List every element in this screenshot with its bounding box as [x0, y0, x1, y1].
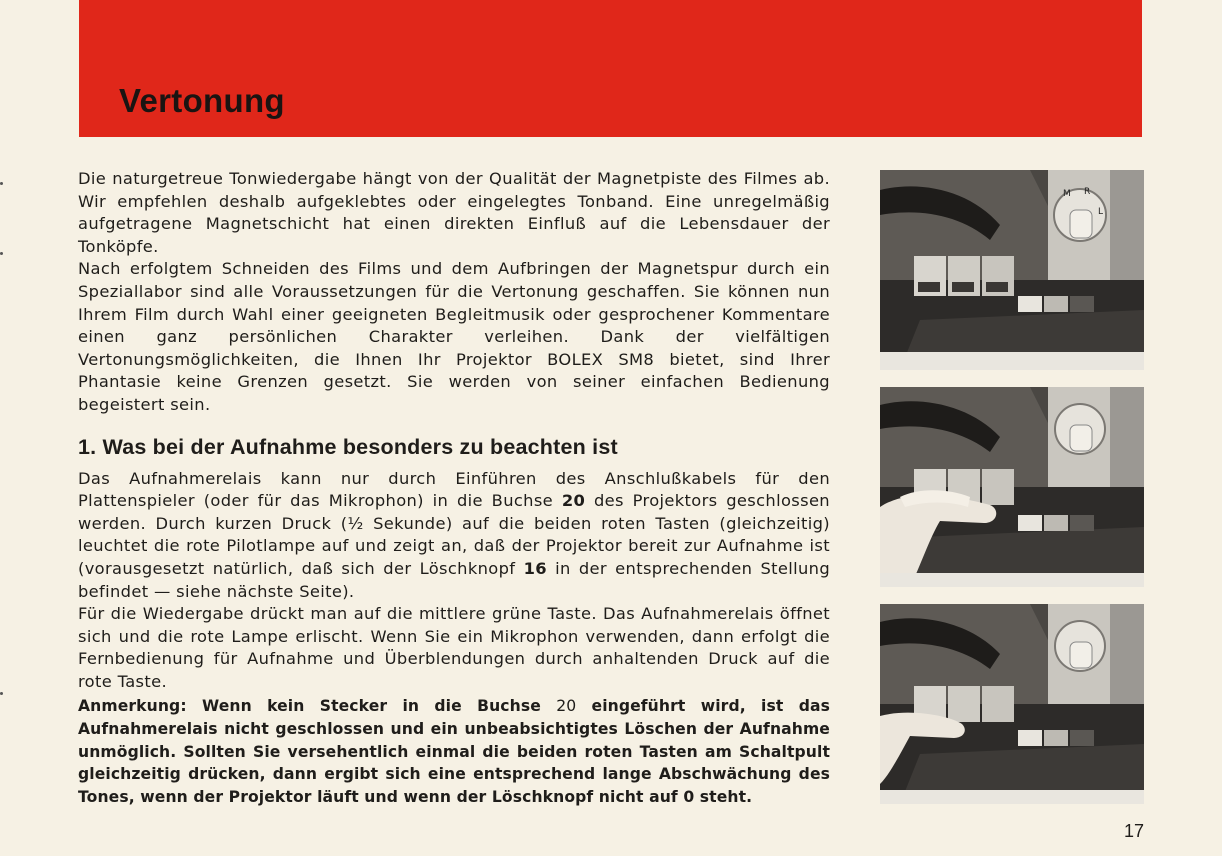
note-label: Anmerkung: Wenn kein Stecker in die Buchse [78, 697, 557, 716]
intro-paragraph-2: Nach erfolgtem Schneiden des Films und dem Aufbringen der Magnetspur durch ein Speziallabor sind alle Voraussetzungen für die Vertonung geschaffen. Sie können nun Ihrem Film durch Wahl einer geeigneten Begleitmusik oder gesprochener Kommentare einen ganz persönlichen Charakter verleihen. Dank der vielfältigen Vertonungsmöglichkeiten, die Ihnen Ihr Projektor BOLEX SM8 bietet, sind Ihrer Phantasie keine Grenzen gesetzt. Sie werden von seiner einfachen Bedienung begeistert sein. [78, 259, 830, 414]
erase-knob-number: 16 [523, 558, 547, 578]
dial-label-l: L [1098, 207, 1104, 217]
page-number: 17 [1124, 821, 1145, 841]
section-heading: 1. Was bei der Aufnahme besonders zu beachten ist [78, 434, 618, 459]
section-paragraph-2: Für die Wiedergabe drückt man auf die mittlere grüne Taste. Das Aufnahmerelais öffnet sich und die rote Lampe erlischt. Wenn Sie ein Mikrophon verwenden, dann erfolgt die Fernbedienung für Aufnahme und Überblendungen durch anhaltenden Druck auf die rote Taste. [78, 604, 830, 691]
body-text [78, 168, 830, 808]
note-text: eingeführt wird, ist das Aufnahmerelais nicht geschlossen und ein unbeabsichtigtes Löschen der Aufnahme unmöglich. Sollten Sie versehentlich einmal die beiden roten Tasten am Schaltpult gleichzeitig drücken, dann ergibt sich eine entsprechend lange Abschwächung des Tones, wenn der Projektor läuft und wenn der Löschknopf nicht auf 0 steht. [78, 697, 830, 806]
chapter-banner [79, 0, 1142, 137]
socket-number: 20 [561, 491, 586, 511]
projector-controls-photo-2 [880, 387, 1144, 587]
projector-controls-photo-3 [880, 604, 1144, 804]
section-paragraph-1-b: des Projektors geschlossen werden. Durch kurzen Druck (½ Sekunde) auf die beiden roten Tasten (gleichzeitig) leuchtet die rote Pilotlampe auf und zeigt an, daß der Projektor bereit zur Aufnahme ist (vorausgesetzt natürlich, daß sich der Löschknopf [78, 491, 830, 578]
margin-mark [0, 692, 3, 695]
note-socket-number: 20 [556, 697, 577, 716]
intro-paragraph-1: Die naturgetreue Tonwiedergabe hängt von der Qualität der Magnetpiste des Filmes ab. Wir empfehlen deshalb aufgeklebtes oder eingelegtes Tonband. Eine unregelmäßig aufgetragene Magnetschicht hat einen direkten Einfluß auf die Lebensdauer der Tonköpfe. [78, 169, 830, 256]
section-paragraph-1-c: in der entsprechenden Stellung befindet — siehe nächste Seite). [78, 558, 830, 601]
section-paragraph-1-a: Das Aufnahmerelais kann nur durch Einführen des Anschlußkabels für den Plattenspieler (oder für das Mikrophon) in die Buchse [78, 468, 830, 511]
projector-controls-photo-1 [880, 170, 1144, 370]
section-paragraph-1 [78, 468, 830, 604]
photo-column [880, 170, 1144, 821]
margin-mark [0, 182, 3, 185]
dial-label-m: M [1063, 189, 1071, 199]
note-paragraph [78, 695, 830, 808]
dial-label-r: R [1084, 187, 1091, 197]
margin-mark [0, 252, 3, 255]
chapter-title: Vertonung [119, 82, 285, 119]
